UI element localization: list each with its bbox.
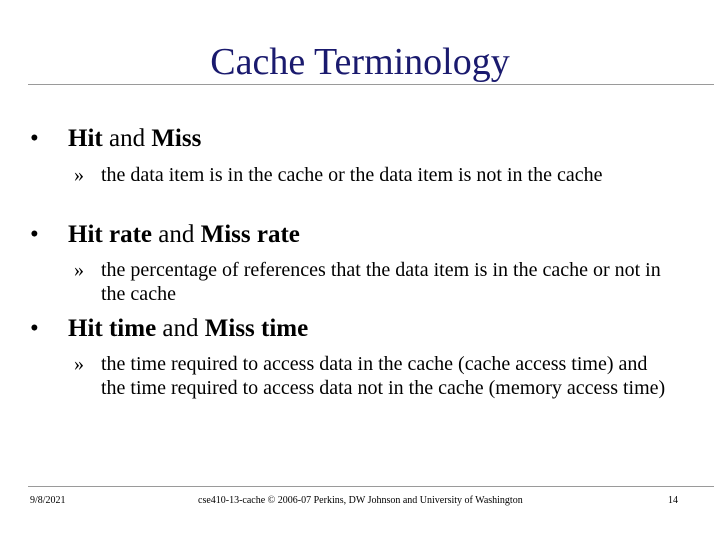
footer-divider — [28, 486, 714, 487]
bullet-term-miss-rate: Miss rate — [200, 221, 300, 248]
bullet-term-hit-rate: Hit rate — [68, 221, 152, 248]
sub-bullet-marker: » — [74, 353, 84, 375]
footer-credit: cse410-13-cache © 2006-07 Perkins, DW Johnson and University of Washington — [198, 495, 523, 506]
sub-bullet-marker: » — [74, 259, 84, 281]
title-divider — [28, 84, 714, 85]
bullet-term-miss-time: Miss time — [204, 315, 309, 342]
bullet-connector: and — [102, 125, 152, 152]
bullet-marker: • — [30, 315, 39, 342]
bullet-term-hit: Hit — [68, 125, 103, 152]
sub-bullet-hit-rate-miss-rate — [74, 258, 674, 306]
bullet-connector: and — [151, 221, 201, 248]
bullet-hit-rate-miss-rate — [30, 220, 300, 250]
bullet-marker: • — [30, 125, 39, 152]
footer-date: 9/8/2021 — [30, 495, 66, 506]
footer-page-number: 14 — [668, 495, 678, 506]
sub-bullet-text: the time required to access data in the cache (cache access time) and the time required to access data not in the cache (memory access time) — [101, 353, 666, 399]
slide-title: Cache Terminology — [210, 41, 510, 83]
sub-bullet-text: the percentage of references that the data item is in the cache or not in the cache — [101, 259, 661, 305]
bullet-connector: and — [156, 315, 205, 342]
sub-bullet-hit-time-miss-time — [74, 352, 674, 400]
sub-bullet-text: the data item is in the cache or the data item is not in the cache — [101, 164, 603, 186]
bullet-marker: • — [30, 221, 39, 248]
bullet-term-hit-time: Hit time — [68, 315, 157, 342]
bullet-term-miss: Miss — [151, 125, 202, 152]
bullet-hit-miss — [30, 124, 201, 154]
sub-bullet-hit-miss — [74, 163, 674, 187]
bullet-hit-time-miss-time — [30, 314, 308, 344]
sub-bullet-marker: » — [74, 164, 84, 186]
